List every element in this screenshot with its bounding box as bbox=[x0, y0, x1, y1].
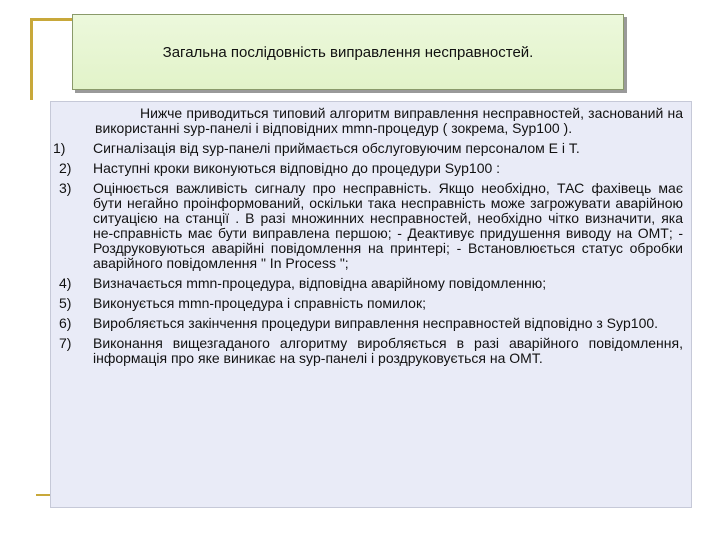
content-box bbox=[50, 101, 692, 508]
list-item bbox=[59, 161, 683, 176]
list-item bbox=[59, 336, 683, 366]
list-item-number: 5) bbox=[59, 295, 72, 311]
intro-paragraph: Нижче приводиться типовий алгоритм виправлення несправностей, заснований на використанні syp-панелі і відповідних mmn-процедур ( зокрема, Syp100 ). bbox=[95, 105, 683, 136]
list-item-number: 3) bbox=[59, 180, 72, 196]
title-box bbox=[72, 14, 624, 90]
list-item-number: 7) bbox=[59, 335, 72, 351]
list-item-text: Наступні кроки виконуються відповідно до процедури Syp100 : bbox=[93, 160, 501, 176]
list-item-text: Оцінюється важливість сигналу про несправність. Якщо необхідно, ТАС фахівець має бути негайно проінформований, оскільки така несправність може загрожувати аварійною ситуацією на станції . В разі множинних несправностей, необхідно чітко визначити, яка не-справність має бути виправлена першою; - Деактивує придушення виводу на ОМТ; - Роздруковуються аварійні повідомлення на принтері; - Встановлюється статус обробки аварійного повідомлення " In Process "; bbox=[93, 180, 683, 271]
list-item bbox=[59, 276, 683, 291]
list-item-text: Сигналізація від syp-панелі приймається обслуговуючим персоналом Е і Т. bbox=[93, 140, 580, 156]
list-item-text: Виробляється закінчення процедури виправлення несправностей відповідно з Syp100. bbox=[93, 315, 659, 331]
list-item-number: 6) bbox=[59, 315, 72, 331]
frame-line-left-vertical bbox=[30, 18, 33, 100]
list-item bbox=[59, 296, 683, 311]
list-item-number: 1) bbox=[53, 140, 66, 156]
slide-title: Загальна послідовність виправлення несправностей. bbox=[162, 43, 534, 61]
list-item bbox=[59, 181, 683, 271]
list-item-number: 4) bbox=[59, 275, 72, 291]
list-item bbox=[53, 140, 683, 156]
list-item-text: Визначається mmn-процедура, відповідна аварійному повідомленню; bbox=[93, 275, 547, 291]
list-item bbox=[59, 316, 683, 331]
list-item-text: Виконання вищезгаданого алгоритму виробляється в разі аварійного повідомлення, інформація про яке виникає на syp-панелі і роздруковується на ОМТ. bbox=[93, 335, 683, 366]
list-item-number: 2) bbox=[59, 160, 72, 176]
list-item-text: Виконується mmn-процедура і справність помилок; bbox=[93, 295, 426, 311]
